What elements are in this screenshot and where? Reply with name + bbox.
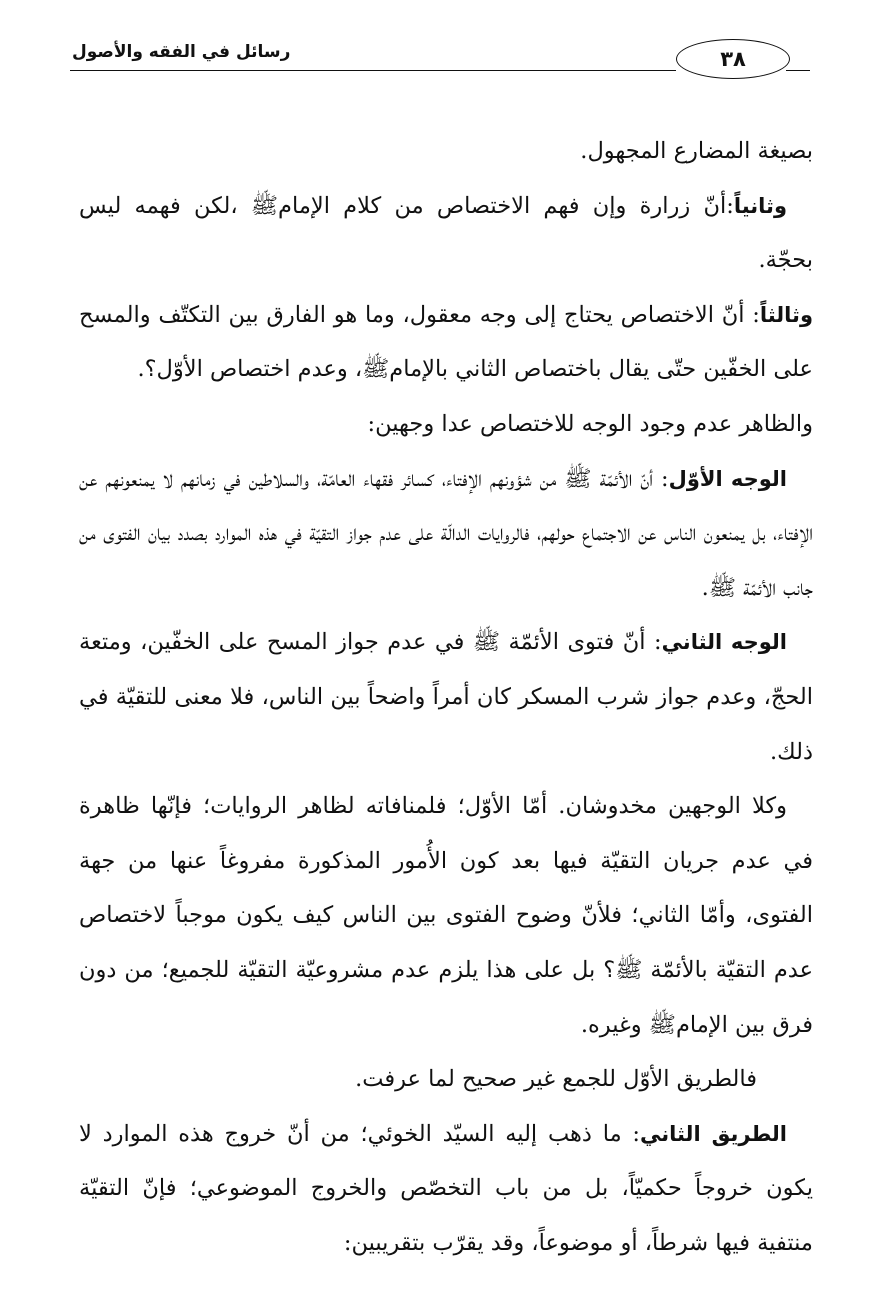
paragraph-text: :أنّ زرارة وإن فهم الاختصاص من كلام الإمام‏ﷺ ،لكن فهمه ليس بحجّة. bbox=[79, 192, 813, 274]
book-title: رسائل في الفقه والأصول bbox=[72, 42, 291, 62]
paragraph-lead: الوجه الثاني bbox=[661, 630, 787, 655]
page-number: ٣٨ bbox=[720, 47, 746, 71]
paragraph-text: بصيغة المضارع المجهول. bbox=[580, 138, 813, 164]
paragraph-6 bbox=[79, 615, 813, 779]
paragraph-4 bbox=[79, 397, 813, 452]
paragraph-5 bbox=[79, 452, 813, 616]
paragraph-text: وكلا الوجهين مخدوشان. أمّا الأوّل؛ فلمنافاته لظاهر الروايات؛ فإنّها ظاهرة في عدم جريان التقيّة فيها بعد كون الأُمور المذكورة مفروغاً عنها من جهة الفتوى، وأمّا الثاني؛ فلأنّ وضوح الفتوى بين الناس كيف يكون موجباً لاختصاص عدم التقيّة بالأئمّة ﷺ؟ بل على هذا يلزم عدم مشروعيّة التقيّة للجميع؛ من دون فرق بين الإمام‏ﷺ وغيره. bbox=[79, 793, 813, 1038]
paragraph-text: : ما ذهب إليه السيّد الخوئي‏؛ من أنّ خروج هذه الموارد لا يكون خروجاً حكميّاً، بل من باب التخصّص والخروج الموضوعي؛ فإنّ التقيّة منتفية فيها شرطاً، أو موضوعاً، وقد يقرّب بتقريبين: bbox=[79, 1120, 813, 1256]
paragraph-2 bbox=[79, 179, 813, 288]
paragraph-text: : أنّ الأئمّة ﷺ من شؤونهم الإفتاء، كسائر فقهاء العامّة، والسلاطين في زمانهم لا يمنعونهم عن الإفتاء، بل يمنعون الناس عن الاجتماع حولهم، فالروايات الدالّة على عدم جواز التقيّة في هذه الموارد بصدد بيان الفتوى من جانب الأئمّة ﷺ. bbox=[79, 465, 813, 601]
paragraph-7 bbox=[79, 779, 813, 1052]
body-text bbox=[79, 124, 813, 1270]
paragraph-lead: وثالثاً bbox=[759, 302, 813, 327]
paragraph-text: : أنّ فتوى الأئمّة ﷺ في عدم جواز المسح على الخفّين، ومتعة الحجّ، وعدم جواز شرب المسكر كان أمراً واضحاً بين الناس، فلا معنى للتقيّة في ذلك. bbox=[79, 629, 813, 765]
paragraph-3 bbox=[79, 288, 813, 397]
paragraph-text: : أنّ الاختصاص يحتاج إلى وجه معقول، وما هو الفارق بين التكتّف والمسح على الخفّين حتّى يقال باختصاص الثاني بالإمام‏ﷺ، وعدم اختصاص الأوّل؟. bbox=[79, 301, 813, 383]
paragraph-lead: الطريق الثاني bbox=[639, 1121, 787, 1146]
paragraph-text: والظاهر عدم وجود الوجه للاختصاص عدا وجهين: bbox=[367, 410, 813, 437]
paragraph-text: فالطريق الأوّل للجمع غير صحيح لما عرفت. bbox=[355, 1066, 757, 1093]
page-number-oval bbox=[676, 39, 790, 79]
paragraph-9 bbox=[79, 1107, 813, 1271]
running-header bbox=[70, 36, 810, 86]
paragraph-8 bbox=[79, 1052, 813, 1107]
paragraph-lead: الوجه الأوّل bbox=[668, 466, 787, 491]
header-rule bbox=[70, 70, 676, 71]
header-rule-end bbox=[786, 70, 810, 71]
paragraph-1 bbox=[79, 124, 813, 179]
paragraph-lead: وثانياً bbox=[733, 193, 787, 218]
